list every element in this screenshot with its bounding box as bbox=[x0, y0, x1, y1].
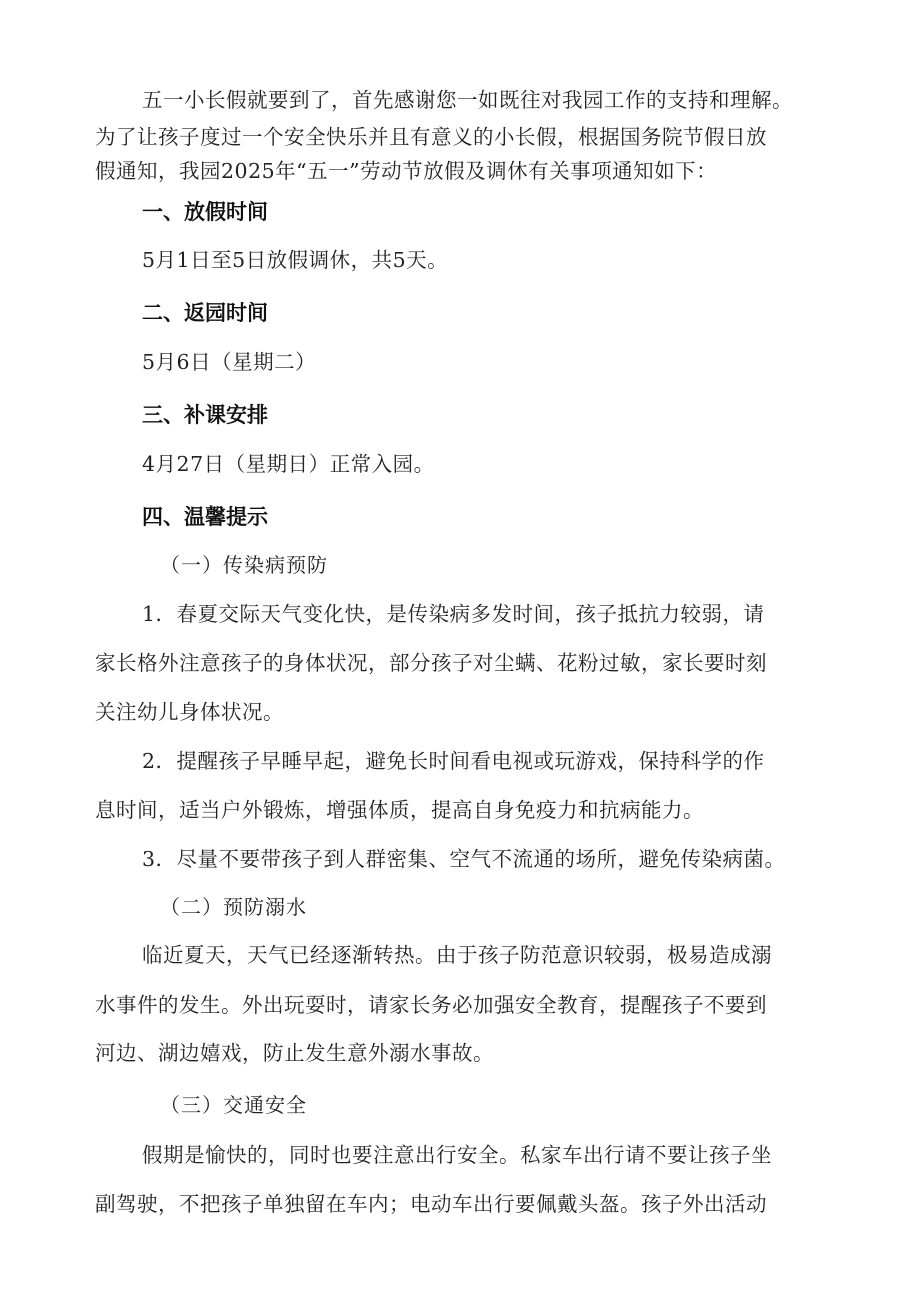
intro-line-3: 假通知，我园2025年“五一”劳动节放假及调休有关事项通知如下： bbox=[95, 159, 718, 183]
disease-item-1-line-2: 家长格外注意孩子的身体状况，部分孩子对尘螨、花粉过敏，家长要时刻 bbox=[95, 651, 767, 675]
disease-item-1-line-3: 关注幼儿身体状况。 bbox=[95, 700, 284, 724]
disease-item-2-line-2: 息时间，适当户外锻炼，增强体质，提高自身免疫力和抗病能力。 bbox=[95, 798, 704, 822]
holiday-time-text: 5月1日至5日放假调休，共5天。 bbox=[142, 248, 449, 272]
drowning-line-3: 河边、湖边嬉戏，防止发生意外溺水事故。 bbox=[95, 1041, 494, 1065]
intro-line-2: 为了让孩子度过一个安全快乐并且有意义的小长假，根据国务院节假日放 bbox=[95, 125, 767, 149]
intro-line-1: 五一小长假就要到了，首先感谢您一如既往对我园工作的支持和理解。 bbox=[142, 88, 793, 112]
makeup-arrangement-text: 4月27日（星期日）正常入园。 bbox=[142, 452, 435, 476]
traffic-line-1: 假期是愉快的，同时也要注意出行安全。私家车出行请不要让孩子坐 bbox=[142, 1143, 772, 1167]
subheading-disease-prevention: （一）传染病预防 bbox=[160, 553, 328, 577]
disease-item-2-line-1: 2．提醒孩子早睡早起，避免长时间看电视或玩游戏，保持科学的作 bbox=[142, 749, 765, 773]
heading-holiday-time: 一、放假时间 bbox=[142, 200, 268, 224]
traffic-line-2: 副驾驶，不把孩子单独留在车内；电动车出行要佩戴头盔。孩子外出活动 bbox=[95, 1192, 767, 1216]
drowning-line-1: 临近夏天，天气已经逐渐转热。由于孩子防范意识较弱，极易造成溺 bbox=[142, 943, 772, 967]
drowning-line-2: 水事件的发生。外出玩耍时，请家长务必加强安全教育，提醒孩子不要到 bbox=[95, 993, 767, 1017]
disease-item-1-line-1: 1．春夏交际天气变化快，是传染病多发时间，孩子抵抗力较弱，请 bbox=[142, 602, 765, 626]
heading-return-time: 二、返园时间 bbox=[142, 301, 268, 325]
disease-item-3-line-1: 3．尽量不要带孩子到人群密集、空气不流通的场所，避免传染病菌。 bbox=[142, 847, 786, 871]
subheading-traffic-safety: （三）交通安全 bbox=[160, 1093, 307, 1117]
heading-warm-tips: 四、温馨提示 bbox=[142, 505, 268, 529]
subheading-drowning-prevention: （二）预防溺水 bbox=[160, 895, 307, 919]
heading-makeup-arrangement: 三、补课安排 bbox=[142, 403, 268, 427]
return-time-text: 5月6日（星期二） bbox=[142, 350, 317, 374]
